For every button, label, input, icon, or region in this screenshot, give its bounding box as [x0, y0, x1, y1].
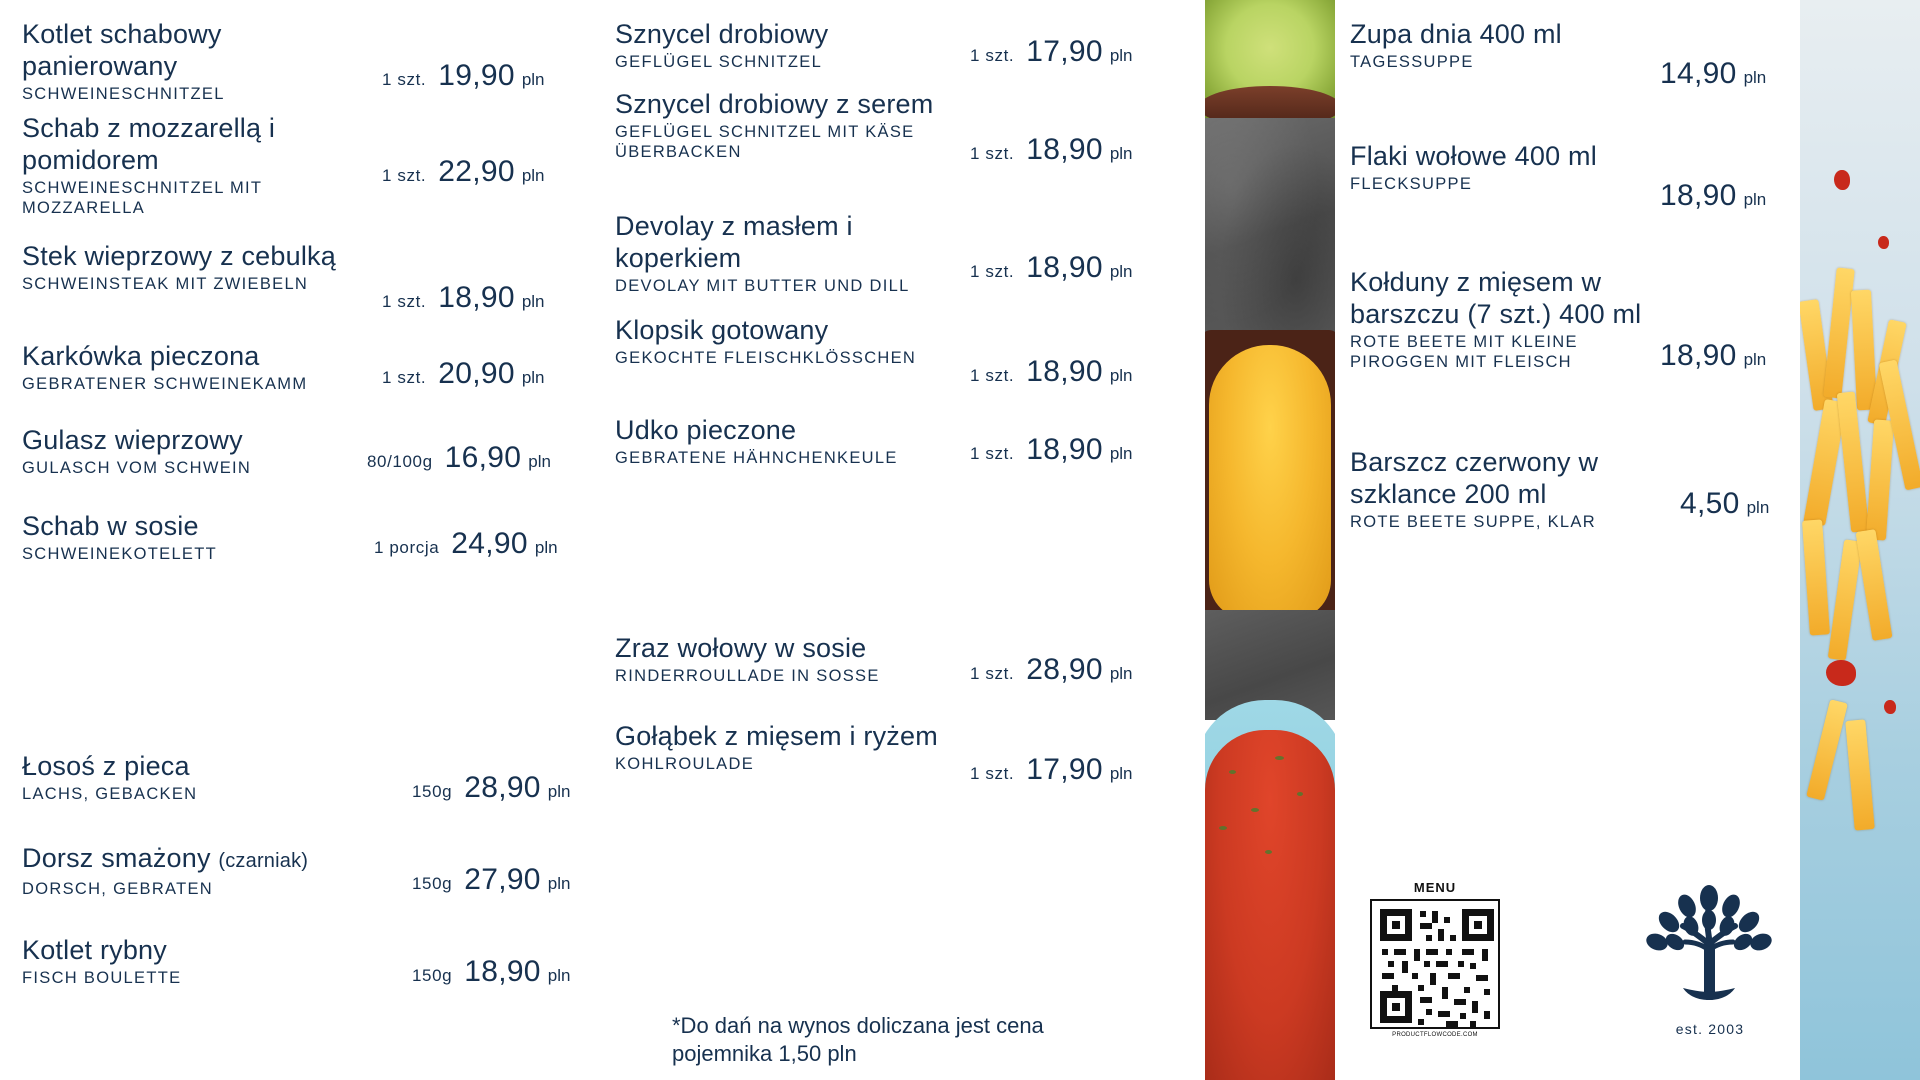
- item-name-pl: Gulasz wieprzowy: [22, 425, 243, 455]
- item-name-pl: Łosoś z pieca: [22, 751, 190, 781]
- qr-code-image[interactable]: [1370, 899, 1500, 1029]
- item-name-de: SCHWEINSTEAK MIT ZWIEBELN: [22, 275, 309, 293]
- ketchup-drop: [1878, 236, 1889, 249]
- item-name-pl: Sznycel drobiowy: [615, 19, 829, 49]
- item-name-de: ROTE BEETE SUPPE, KLAR: [1350, 513, 1596, 531]
- item-name-de: FLECKSUPPE: [1350, 175, 1473, 193]
- qr-finder-bottom-left: [1380, 991, 1412, 1023]
- item-unit: 1 szt.: [970, 664, 1015, 683]
- item-name-de: KOHLROULADE: [615, 755, 755, 773]
- item-amount: 18,90: [1026, 433, 1103, 466]
- menu-item: [22, 842, 622, 912]
- qr-label: MENU: [1413, 880, 1457, 895]
- fry: [1845, 719, 1875, 830]
- item-amount: 28,90: [1026, 653, 1103, 686]
- item-currency: pln: [1109, 764, 1133, 783]
- item-price: [970, 252, 1133, 284]
- item-price: [1660, 58, 1766, 90]
- menu-item: [1350, 140, 1830, 232]
- item-unit: 1 szt.: [382, 166, 427, 185]
- item-price: [970, 356, 1133, 388]
- ketchup-drop: [1884, 700, 1896, 714]
- item-currency: pln: [547, 874, 571, 893]
- item-name-pl: Kołduny z mięsem w barszczu (7 szt.) 400 ml: [1350, 267, 1642, 329]
- item-name-pl-note: (czarniak): [218, 850, 309, 872]
- item-name-de: SCHWEINESCHNITZEL: [22, 85, 225, 103]
- menu-item: [615, 210, 1195, 302]
- item-amount: 18,90: [438, 281, 515, 314]
- item-name-pl: Schab z mozzarellą i pomidorem: [22, 113, 276, 175]
- ketchup-drop: [1826, 660, 1856, 686]
- item-currency: pln: [534, 538, 558, 557]
- qr-finder-top-left: [1380, 909, 1412, 941]
- item-amount: 14,90: [1660, 57, 1737, 90]
- item-currency: pln: [1743, 350, 1767, 369]
- item-amount: 18,90: [1026, 251, 1103, 284]
- item-unit: 1 szt.: [970, 764, 1015, 783]
- item-amount: 24,90: [451, 527, 528, 560]
- item-currency: pln: [1109, 262, 1133, 281]
- item-amount: 4,50: [1680, 487, 1740, 520]
- menu-item: [22, 934, 622, 1004]
- item-price: [382, 358, 545, 390]
- menu-item: [1350, 446, 1830, 556]
- item-amount: 16,90: [444, 441, 522, 474]
- item-name-de: DEVOLAY MIT BUTTER UND DILL: [615, 277, 910, 295]
- item-name-pl: [22, 842, 377, 877]
- item-name-pl: Sznycel drobiowy z serem: [615, 89, 934, 119]
- item-unit: 1 szt.: [970, 444, 1015, 463]
- qr-caption: PRODUCTFLOWCODE.COM: [1392, 1032, 1478, 1038]
- item-price: [412, 956, 570, 988]
- menu-column-poultry: [615, 18, 1195, 816]
- pumpkin-soup-photo: [1209, 345, 1331, 620]
- item-currency: pln: [1109, 366, 1133, 385]
- item-name-pl: Barszcz czerwony w szklance 200 ml: [1350, 447, 1599, 509]
- item-currency: pln: [547, 782, 571, 801]
- menu-item: [22, 510, 622, 580]
- item-price: [367, 442, 551, 474]
- item-price: [970, 36, 1133, 68]
- tomato-soup-photo: [1205, 730, 1335, 1080]
- item-price: [970, 754, 1133, 786]
- item-price: [382, 60, 545, 92]
- item-unit: 1 szt.: [382, 368, 427, 387]
- item-amount: 17,90: [1026, 753, 1103, 786]
- item-name-pl: Schab w sosie: [22, 511, 199, 541]
- item-price: [970, 134, 1133, 166]
- item-unit: 1 szt.: [970, 46, 1015, 65]
- menu-item: [22, 750, 622, 820]
- herb-garnish: [1275, 756, 1284, 760]
- item-name-pl: Zraz wołowy w sosie: [615, 633, 867, 663]
- item-name-de: TAGESSUPPE: [1350, 53, 1474, 71]
- item-price: [412, 864, 570, 896]
- takeaway-footnote: *Do dań na wynos doliczana jest cena pojemnika 1,50 pln: [672, 1013, 1044, 1066]
- fry: [1866, 419, 1894, 540]
- item-currency: pln: [521, 292, 545, 311]
- menu-item: [1350, 18, 1830, 110]
- qr-finder-top-right: [1462, 909, 1494, 941]
- item-price: [970, 434, 1133, 466]
- item-currency: pln: [1746, 498, 1770, 517]
- item-name-de: GULASCH VOM SCHWEIN: [22, 459, 252, 477]
- herb-garnish: [1219, 826, 1227, 830]
- item-currency: pln: [528, 452, 551, 471]
- qr-code-block[interactable]: [1370, 880, 1500, 1038]
- item-name-pl: Kotlet rybny: [22, 935, 167, 965]
- item-currency: pln: [547, 966, 571, 985]
- item-name-de: GEBRATENE HÄHNCHENKEULE: [615, 449, 898, 467]
- item-name-de: LACHS, GEBACKEN: [22, 785, 198, 803]
- item-amount: 18,90: [1660, 339, 1737, 372]
- item-unit: 1 szt.: [970, 262, 1015, 281]
- item-name-pl: Klopsik gotowany: [615, 315, 829, 345]
- fry: [1837, 391, 1870, 532]
- item-amount: 17,90: [1026, 35, 1103, 68]
- fry: [1828, 539, 1863, 660]
- menu-item: [22, 424, 622, 494]
- item-price: [1660, 340, 1766, 372]
- item-name-de: GEKOCHTE FLEISCHKLÖSSCHEN: [615, 349, 917, 367]
- item-name-de: SCHWEINEKOTELETT: [22, 545, 217, 563]
- item-amount: 28,90: [464, 771, 541, 804]
- menu-column-soups: [1350, 18, 1830, 556]
- item-amount: 19,90: [438, 59, 515, 92]
- menu-item: [615, 314, 1195, 402]
- item-unit: 80/100g: [367, 452, 433, 471]
- menu-item: [22, 18, 622, 103]
- herb-garnish: [1229, 770, 1236, 774]
- menu-item: [615, 88, 1195, 200]
- item-amount: 20,90: [438, 357, 515, 390]
- item-name-pl: Flaki wołowe 400 ml: [1350, 141, 1597, 171]
- item-name-de: GEBRATENER SCHWEINEKAMM: [22, 375, 308, 393]
- item-unit: 1 szt.: [970, 366, 1015, 385]
- item-unit: 1 szt.: [970, 144, 1015, 163]
- fries-photo: [1800, 0, 1920, 1080]
- stone-background: [1205, 118, 1335, 348]
- menu-column-meat: [22, 18, 622, 1004]
- fry: [1856, 529, 1893, 641]
- soup-photo-strip: [1205, 0, 1335, 1080]
- menu-item: [1350, 266, 1830, 406]
- fry: [1823, 267, 1854, 398]
- item-name-pl: Zupa dnia 400 ml: [1350, 19, 1562, 49]
- menu-item: [615, 720, 1195, 816]
- item-currency: pln: [521, 70, 545, 89]
- item-amount: 27,90: [464, 863, 541, 896]
- item-amount: 18,90: [464, 955, 541, 988]
- item-price: [970, 654, 1133, 686]
- item-unit: 1 szt.: [382, 292, 427, 311]
- item-unit: 1 porcja: [374, 538, 440, 557]
- item-amount: 22,90: [438, 155, 515, 188]
- tree-logo-icon: [1625, 880, 1795, 1010]
- item-name-pl: Kotlet schabowy panierowany: [22, 19, 222, 81]
- menu-item: [22, 240, 622, 328]
- item-name-de: SCHWEINESCHNITZEL MIT MOZZARELLA: [22, 179, 262, 217]
- item-name-de: ROTE BEETE MIT KLEINE PIROGGEN MIT FLEISCH: [1350, 333, 1578, 371]
- item-currency: pln: [1743, 68, 1767, 87]
- item-currency: pln: [521, 368, 545, 387]
- item-name-pl: Gołąbek z mięsem i ryżem: [615, 721, 938, 751]
- item-name-pl: Stek wieprzowy z cebulką: [22, 241, 336, 271]
- item-amount: 18,90: [1660, 179, 1737, 212]
- menu-item: [615, 632, 1195, 698]
- ketchup-drop: [1834, 170, 1850, 190]
- fry: [1806, 699, 1848, 800]
- item-currency: pln: [1109, 664, 1133, 683]
- item-name-de: GEFLÜGEL SCHNITZEL: [615, 53, 823, 71]
- item-name-de: DORSCH, GEBRATEN: [22, 880, 214, 898]
- item-unit: 150g: [412, 966, 453, 985]
- item-name-pl: Karkówka pieczona: [22, 341, 260, 371]
- item-amount: 18,90: [1026, 133, 1103, 166]
- item-price: [382, 282, 545, 314]
- item-price: [374, 528, 558, 560]
- established-year: est. 2003: [1675, 1021, 1745, 1037]
- item-currency: pln: [1743, 190, 1767, 209]
- item-unit: 150g: [412, 874, 453, 893]
- item-price: [1660, 180, 1766, 212]
- restaurant-logo: [1620, 880, 1800, 1037]
- item-name-pl: Devolay z masłem i koperkiem: [615, 211, 853, 273]
- item-unit: 1 szt.: [382, 70, 427, 89]
- fry: [1802, 519, 1830, 635]
- item-name-de: RINDERROULLADE IN SOSSE: [615, 667, 880, 685]
- item-price: [382, 156, 545, 188]
- item-currency: pln: [1109, 46, 1133, 65]
- herb-garnish: [1251, 808, 1259, 812]
- item-name-pl-main: Dorsz smażony: [22, 843, 211, 873]
- item-currency: pln: [521, 166, 545, 185]
- item-price: [1680, 488, 1769, 520]
- item-name-de: GEFLÜGEL SCHNITZEL MIT KÄSE ÜBERBACKEN: [615, 123, 915, 161]
- menu-item: [22, 340, 622, 410]
- item-currency: pln: [1109, 144, 1133, 163]
- item-name-de: FISCH BOULETTE: [22, 969, 182, 987]
- item-name-pl: Udko pieczone: [615, 415, 797, 445]
- item-unit: 150g: [412, 782, 453, 801]
- herb-garnish: [1297, 792, 1303, 796]
- herb-garnish: [1265, 850, 1272, 854]
- item-amount: 18,90: [1026, 355, 1103, 388]
- menu-item: [615, 414, 1195, 484]
- item-currency: pln: [1109, 444, 1133, 463]
- menu-item: [22, 112, 622, 230]
- item-price: [412, 772, 570, 804]
- menu-item: [615, 18, 1195, 80]
